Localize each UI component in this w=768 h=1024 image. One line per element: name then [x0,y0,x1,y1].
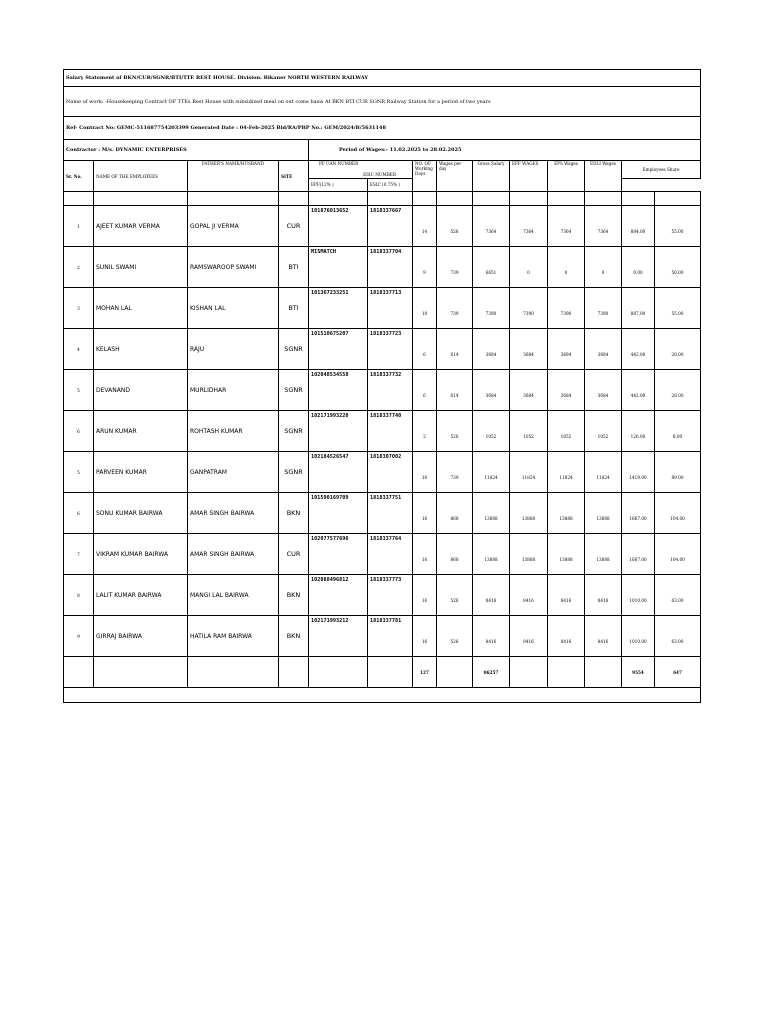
eps-wages: 7390 [548,288,585,329]
father-name: AMAR SINGH BAIRWA [188,534,279,575]
edli-wages: 1052 [585,411,622,452]
employee-name: GIRRAJ BAIRWA [94,616,188,657]
epf-share: 1419.00 [622,452,655,493]
contractor-row [64,140,701,161]
working-days: 16 [413,575,437,616]
epf-share: 1667.00 [622,534,655,575]
col-esic: ESIC NUMBER [363,172,396,177]
col-site: SITE [279,161,309,192]
gross-salary: 7364 [473,206,510,247]
employee-name: ARUN KUMAR [94,411,188,452]
eps-wages: 13888 [548,493,585,534]
gross-salary: 6651 [473,247,510,288]
col-sr: Sr. No. [64,161,94,192]
eps-wages: 0 [548,247,585,288]
father-name: GOPAL JI VERMA [188,206,279,247]
epf-wages: 0 [510,247,548,288]
salary-statement [63,69,700,703]
esic-share: 8.00 [655,411,701,452]
gross-salary: 13888 [473,534,510,575]
working-days: 6 [413,329,437,370]
contractor: Contractor : M/s. DYNAMIC ENTERPRISES [64,140,309,161]
wages-per-day: 526 [437,411,473,452]
father-name: ROHTASH KUMAR [188,411,279,452]
epf-wages: 8416 [510,616,548,657]
eps-wages: 13888 [548,534,585,575]
employee-name: MOHAN LAL [94,288,188,329]
table-row [64,411,701,452]
salary-table [63,69,701,703]
site-code: BTI [279,288,309,329]
employee-rows [64,206,701,657]
father-name: MANGI LAL BAIRWA [188,575,279,616]
sr-no: 9 [64,616,94,657]
employee-name: DEVANAND [94,370,188,411]
site-code: SGNR [279,370,309,411]
epf-share: 887.00 [622,288,655,329]
table-row [64,370,701,411]
esic-number: 1818337740 [368,411,413,452]
father-name: KISHAN LAL [188,288,279,329]
working-days: 2 [413,411,437,452]
employee-name: AJEET KUMAR VERMA [94,206,188,247]
site-code: SGNR [279,452,309,493]
pf-uan: 102088496812 [309,575,368,616]
esic-share: 104.00 [655,534,701,575]
gross-salary: 13888 [473,493,510,534]
sr-no: 5 [64,370,94,411]
wages-per-day: 868 [437,493,473,534]
wages-per-day: 526 [437,575,473,616]
eps-wages: 7364 [548,206,585,247]
site-code: BKN [279,493,309,534]
esic-share: 55.00 [655,288,701,329]
wage-period: Period of Wages:- 11.02.2025 to 28.02.2025 [309,140,701,161]
epf-share: 442.00 [622,370,655,411]
col-esic-pct: ESIC (0.75% ) [368,178,413,191]
pf-uan: 102184526547 [309,452,368,493]
esic-number: 1818307002 [368,452,413,493]
epf-share: 1667.00 [622,493,655,534]
esic-share: 104.00 [655,493,701,534]
footer-row [64,688,701,703]
employee-name: SONU KUMAR BAIRWA [94,493,188,534]
pf-uan: 102171993220 [309,411,368,452]
epf-share: 126.00 [622,411,655,452]
employee-name: LALIT KUMAR BAIRWA [94,575,188,616]
total-epf: 9554 [622,657,655,688]
epf-wages: 7364 [510,206,548,247]
edli-wages: 8416 [585,575,622,616]
edli-wages: 13888 [585,493,622,534]
working-days: 16 [413,452,437,493]
site-code: CUR [279,206,309,247]
working-days: 16 [413,493,437,534]
epf-share: 1010.00 [622,575,655,616]
col-epf-pct: EPF(12% ) [309,178,368,191]
gross-salary: 3684 [473,370,510,411]
working-days: 6 [413,370,437,411]
col-name: NAME OF THE EMPLOYEES [94,161,188,192]
gross-salary: 8416 [473,575,510,616]
edli-wages: 8416 [585,616,622,657]
epf-wages: 3684 [510,329,548,370]
edli-wages: 7364 [585,206,622,247]
site-code: SGNR [279,329,309,370]
pf-uan: 102048534558 [309,370,368,411]
wages-per-day: 526 [437,616,473,657]
gross-salary: 3684 [473,329,510,370]
ref-row [64,117,701,140]
epf-wages: 11824 [510,452,548,493]
table-row [64,329,701,370]
total-esic: 647 [655,657,701,688]
epf-wages: 1052 [510,411,548,452]
edli-wages: 3684 [585,370,622,411]
gross-salary: 11824 [473,452,510,493]
pf-uan: 101590169709 [309,493,368,534]
epf-share: 0.00 [622,247,655,288]
edli-wages: 0 [585,247,622,288]
father-name: HATILA RAM BAIRWA [188,616,279,657]
total-days: 127 [413,657,437,688]
col-eps: EPS Wages [548,161,585,192]
sr-no: 5 [64,452,94,493]
esic-share: 28.00 [655,370,701,411]
eps-wages: 11824 [548,452,585,493]
edli-wages: 13888 [585,534,622,575]
sr-no: 2 [64,247,94,288]
wages-per-day: 614 [437,329,473,370]
father-name: MURLIDHAR [188,370,279,411]
col-share: Employees Share [622,161,701,179]
wages-per-day: 868 [437,534,473,575]
edli-wages: 11824 [585,452,622,493]
working-days: 16 [413,534,437,575]
sr-no: 8 [64,575,94,616]
working-days: 9 [413,247,437,288]
epf-share: 884.00 [622,206,655,247]
eps-wages: 3684 [548,370,585,411]
site-code: BTI [279,247,309,288]
wages-per-day: 739 [437,247,473,288]
work-row [64,87,701,117]
col-pf: PF UAN NUMBER [319,161,359,166]
epf-share: 1010.00 [622,616,655,657]
eps-wages: 8416 [548,616,585,657]
gross-salary: 1052 [473,411,510,452]
table-row [64,452,701,493]
table-row [64,616,701,657]
employee-name: SUNIL SWAMI [94,247,188,288]
pf-uan: 101510675207 [309,329,368,370]
gross-salary: 7390 [473,288,510,329]
esic-share: 28.00 [655,329,701,370]
father-name: AMAR SINGH BAIRWA [188,493,279,534]
wages-per-day: 739 [437,452,473,493]
epf-wages: 13888 [510,493,548,534]
pf-uan: 102077577696 [309,534,368,575]
edli-wages: 3684 [585,329,622,370]
sr-no: 3 [64,288,94,329]
pf-uan: MISMATCH [309,247,368,288]
employee-name: VIKRAM KUMAR BAIRWA [94,534,188,575]
pf-uan: 101367233251 [309,288,368,329]
edli-wages: 7390 [585,288,622,329]
sr-no: 7 [64,534,94,575]
statement-title: Salary Statement of BKN/CUR/SGNR/BTI/TTE REST HOUSE. Division: Bikaner NORTH WESTERN RAILWAY [64,70,701,87]
father-name: GANPATRAM [188,452,279,493]
column-header-row [64,161,701,179]
working-days: 10 [413,288,437,329]
site-code: BKN [279,575,309,616]
wages-per-day: 526 [437,206,473,247]
esic-number: 1818337704 [368,247,413,288]
epf-share: 442.00 [622,329,655,370]
site-code: CUR [279,534,309,575]
esic-number: 1818337781 [368,616,413,657]
table-row [64,288,701,329]
site-code: BKN [279,616,309,657]
esic-number: 1818337713 [368,288,413,329]
title-row [64,70,701,87]
eps-wages: 1052 [548,411,585,452]
col-pf-esic [309,161,413,179]
col-days: NO. OF Working Days [413,161,437,192]
pf-uan: 101876013652 [309,206,368,247]
working-days: 16 [413,616,437,657]
totals-row [64,657,701,688]
work-description: Name of work: -Housekeeping Contract OF TTEs Rest House with subsidized meal on out come basis At BKN BTI CUR SGNR Railway Station for a period of two years [64,87,701,117]
spacer-row [64,192,701,206]
contract-ref: Ref- Contract No: GEMC-511687754203399 Generated Date : 04-Feb-2025 Bid/RA/PBP No.: GEM/2024/B/5631148 [64,117,701,140]
table-row [64,247,701,288]
epf-wages: 13888 [510,534,548,575]
sr-no: 6 [64,493,94,534]
father-name: RAMSWAROOP SWAMI [188,247,279,288]
esic-share: 63.00 [655,575,701,616]
epf-wages: 3684 [510,370,548,411]
table-row [64,493,701,534]
col-edli: EDLI Wages [585,161,622,192]
esic-share: 63.00 [655,616,701,657]
epf-wages: 8416 [510,575,548,616]
esic-number: 1818337773 [368,575,413,616]
gross-salary: 8416 [473,616,510,657]
working-days: 14 [413,206,437,247]
sr-no: 1 [64,206,94,247]
sr-no: 6 [64,411,94,452]
table-row [64,575,701,616]
pf-uan: 102171993212 [309,616,368,657]
col-epf-wages: EPF WAGES [510,161,548,192]
esic-number: 1818337751 [368,493,413,534]
eps-wages: 8416 [548,575,585,616]
esic-number: 1818337723 [368,329,413,370]
employee-name: PARVEEN KUMAR [94,452,188,493]
total-gross: 86257 [473,657,510,688]
eps-wages: 3684 [548,329,585,370]
esic-share: 55.00 [655,206,701,247]
col-wages: Wages per day [437,161,473,192]
col-father: FATHER'S NAME/HUSBAND [188,161,279,192]
esic-share: 50.00 [655,247,701,288]
wages-per-day: 739 [437,288,473,329]
esic-number: 1818337764 [368,534,413,575]
epf-wages: 7390 [510,288,548,329]
esic-number: 1818337667 [368,206,413,247]
site-code: SGNR [279,411,309,452]
col-gross: Gross Salary [473,161,510,192]
father-name: RAJU [188,329,279,370]
wages-per-day: 614 [437,370,473,411]
esic-share: 89.00 [655,452,701,493]
table-row [64,534,701,575]
table-row [64,206,701,247]
employee-name: KELASH [94,329,188,370]
esic-number: 1818337732 [368,370,413,411]
sr-no: 4 [64,329,94,370]
